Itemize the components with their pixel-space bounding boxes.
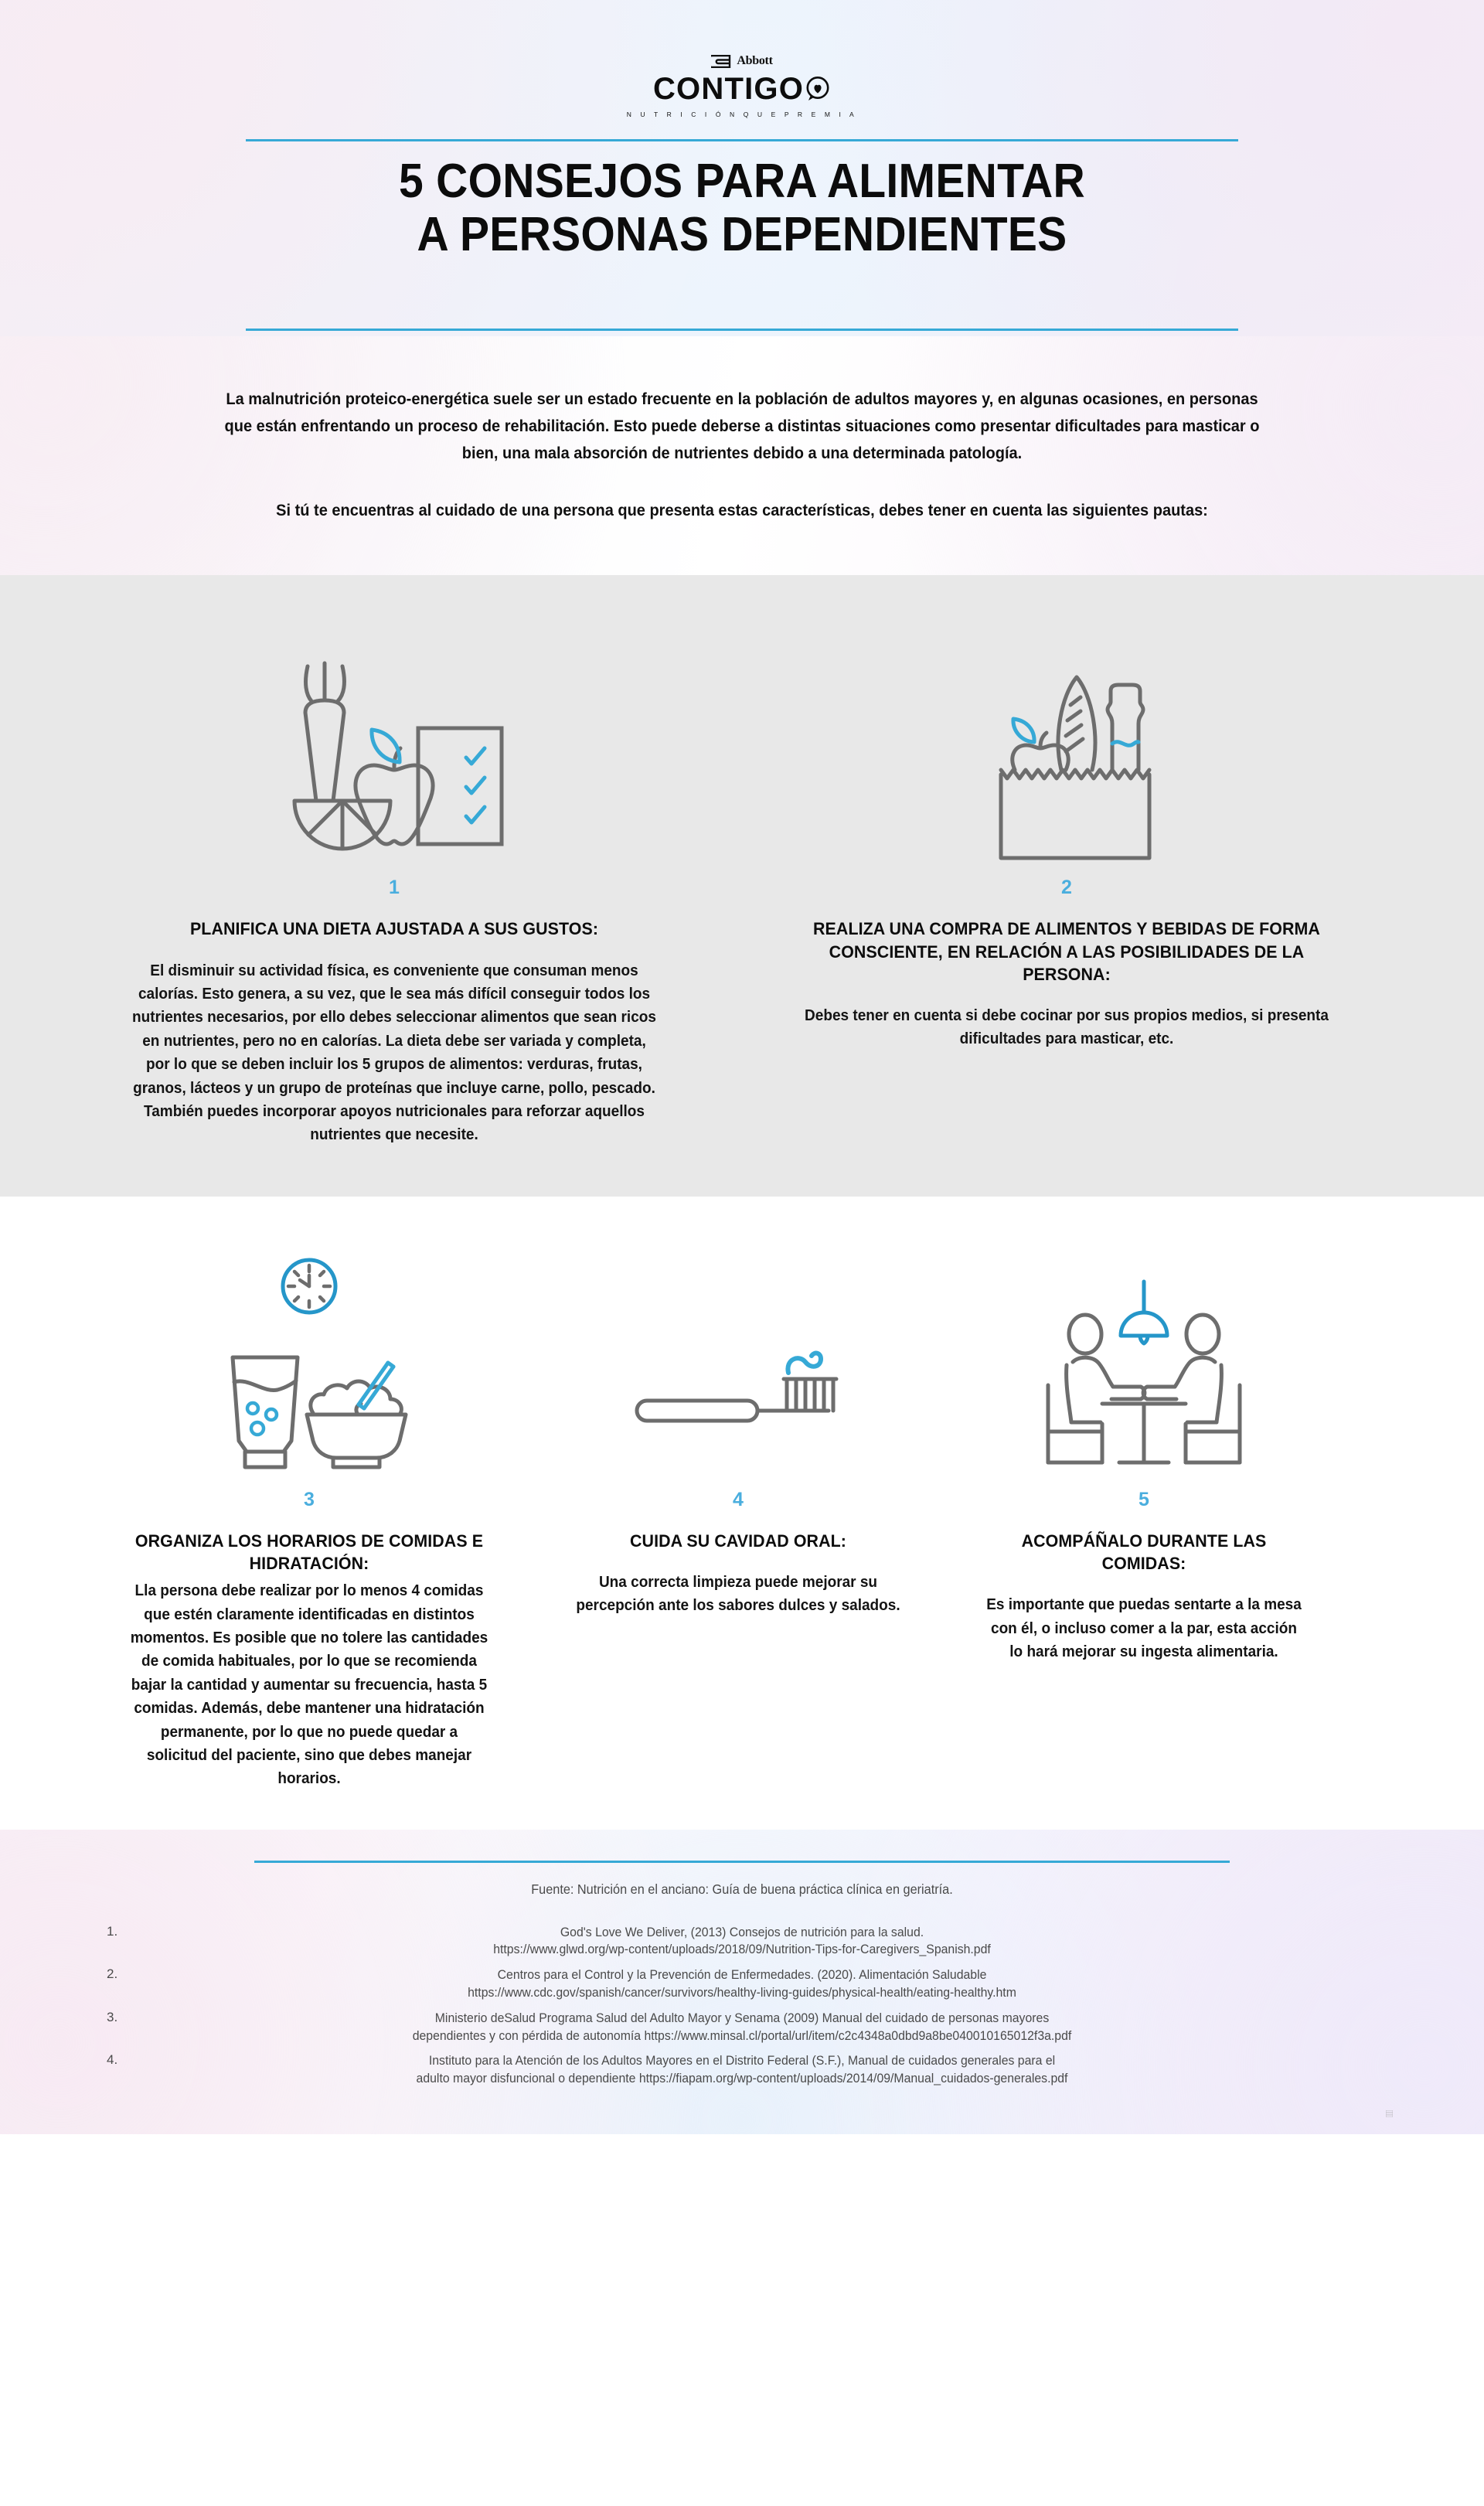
tip-2-body: Debes tener en cuenta si debe cocinar por sus propios medios, si presenta dificultades para masticar, etc.: [805, 1007, 1329, 1048]
grocery-bag-icon: [970, 629, 1163, 861]
person-head-right-icon: [1186, 1315, 1219, 1353]
reference-text: God's Love We Deliver, (2013) Consejos de nutrición para la salud.: [560, 1924, 924, 1939]
apple-leaf-icon: [1013, 719, 1034, 742]
reference-text: Centros para el Control y la Prevención de Enfermedades. (2020). Alimentación Saludable: [497, 1967, 987, 1983]
reference-item: [85, 2010, 1399, 2045]
hanging-lamp-icon: [1121, 1282, 1167, 1343]
reference-text: Instituto para la Atención de los Adultos Mayores en el Distrito Federal (S.F.), Manual de cuidados generales para el: [428, 2053, 1056, 2068]
abbott-a-mark-icon: [711, 55, 731, 68]
person-head-left-icon: [1069, 1315, 1101, 1353]
contigo-wordmark: CONTIGO: [652, 72, 805, 106]
tip-5-number: 5: [1139, 1488, 1149, 1510]
contigo-logo: [653, 73, 831, 104]
checklist-sheet-icon: [418, 728, 502, 844]
divider-rule-top: [246, 139, 1238, 141]
reference-number: 4.: [107, 2052, 118, 2068]
tip-card-1: [108, 621, 680, 1146]
tips-row-bottom: [0, 1197, 1484, 1830]
tip-card-3: [116, 1241, 502, 1791]
brand-logo: [0, 54, 1484, 118]
two-people-at-table-icon: [1028, 1249, 1260, 1473]
tip-4-heading: CUIDA SU CAVIDAD ORAL:: [630, 1530, 846, 1551]
reference-number: 1.: [107, 1923, 118, 1939]
checkmarks-icon: [466, 748, 485, 822]
page-footer: [0, 1830, 1484, 2134]
tip-5-heading: ACOMPÁÑALO DURANTE LAS COMIDAS:: [1021, 1530, 1267, 1573]
abbott-wordmark: Abbott: [737, 54, 773, 67]
brand-tagline: N U T R I C I Ó N Q U E P R E M I A: [626, 111, 858, 118]
tip-1-heading: PLANIFICA UNA DIETA AJUSTADA A SUS GUSTOS:: [189, 919, 599, 939]
tip-1-body: El disminuir su actividad física, es conveniente que consuman menos calorías. Esto genera, a su vez, que le sea más difícil conseguir todos los nutrientes necesarios, por ello debes seleccionar alimentos que sean ricos en nutrientes, pero no en calorías. La dieta debe ser variada y completa, por lo que se deben incluir los 5 grupos de alimentos: verduras, frutas, granos, lácteos y un grupo de proteínas que incluye carne, pollo, pescado. También puedes incorporar apoyos nutricionales para reforzar aquellos nutrientes que necesite.: [132, 962, 656, 1144]
tip-1-number: 1: [389, 877, 400, 899]
reference-item: [85, 1924, 1399, 1960]
source-citation: Fuente: Nutrición en el anciano: Guía de buena práctica clínica en geriatría.: [531, 1881, 953, 1897]
tip-4-number: 4: [733, 1488, 744, 1510]
carrot-apple-checklist-icon: [282, 629, 506, 861]
tips-row-top: [0, 575, 1484, 1196]
abbott-logo: [711, 54, 772, 68]
tip-card-5: [966, 1241, 1322, 1791]
toothpaste-icon: [788, 1353, 821, 1372]
tip-3-number: 3: [304, 1488, 315, 1510]
reference-number: 3.: [107, 2009, 118, 2024]
bubbles-icon: [247, 1403, 277, 1435]
tip-3-icon-container: [197, 1241, 421, 1473]
page-title: [60, 155, 1424, 262]
tip-4-icon-container: [626, 1241, 850, 1473]
page-header: [0, 0, 1484, 336]
tip-card-2: [757, 621, 1376, 1146]
reference-text: Ministerio deSalud Programa Salud del Adulto Mayor y Senama (2009) Manual del cuidado de personas mayores: [434, 2010, 1050, 2025]
toothbrush-icon: [626, 1249, 850, 1473]
corner-marker-icon: [1386, 2110, 1393, 2117]
reference-url[interactable]: https://www.cdc.gov/spanish/cancer/survivors/healthy-living-guides/physical-health/eating-healthy.htm: [468, 1985, 1016, 2000]
food-bowl-icon: [307, 1381, 406, 1467]
page-title-line2: A PERSONAS DEPENDIENTES: [417, 208, 1067, 262]
reference-number: 2.: [107, 1966, 118, 1982]
tip-5-icon-container: [1028, 1241, 1260, 1473]
tip-3-body: Lla persona debe realizar por lo menos 4 comidas que estén claramente identificadas en distintos momentos. Es posible que no tolere las cantidades de comida habituales, por lo que se recomienda bajar la cantidad y aumentar su frecuencia, hasta 5 comidas. Además, debe mantener una hidratación permanente, por lo que no puede quedar a solicitud del paciente, sino que debes manejar horarios.: [130, 1582, 488, 1788]
clock-icon: [283, 1260, 335, 1313]
heart-speech-bubble-icon: [805, 76, 831, 102]
page-title-line1: 5 CONSEJOS PARA ALIMENTAR: [399, 155, 1085, 208]
reference-list: [85, 1924, 1399, 2088]
reference-url[interactable]: https://www.glwd.org/wp-content/uploads/2018/09/Nutrition-Tips-for-Caregivers_Spanish.pdf: [493, 1942, 991, 1957]
reference-url[interactable]: adulto mayor disfuncional o dependiente https://fiapam.org/wp-content/uploads/2014/09/Manual_cuidados-generales.pdf: [416, 2071, 1068, 2086]
tip-3-heading: ORGANIZA LOS HORARIOS DE COMIDAS E HIDRATACIÓN:: [134, 1530, 484, 1573]
water-level-icon: [1112, 742, 1139, 746]
reference-url[interactable]: dependientes y con pérdida de autonomía https://www.minsal.cl/portal/url/item/c2c4348a0dbd9a8be040010165012f3a.pdf: [412, 2028, 1072, 2043]
tip-4-body: Una correcta limpieza puede mejorar su percepción ante los sabores dulces y salados.: [576, 1573, 900, 1615]
tip-2-icon-container: [970, 621, 1163, 861]
tip-1-icon-container: [282, 621, 506, 861]
tip-card-4: [556, 1241, 920, 1791]
intro-section: [0, 336, 1484, 575]
tip-5-body: Es importante que puedas sentarte a la mesa con él, o incluso comer a la par, esta acción lo hará mejorar su ingesta alimentaria.: [986, 1596, 1302, 1660]
intro-paragraph-2: Si tú te encuentras al cuidado de una persona que presenta estas características, debes tener en cuenta las siguientes pautas:: [276, 501, 1208, 520]
tip-2-number: 2: [1061, 877, 1072, 899]
intro-paragraph-1: La malnutrición proteico-energética suele ser un estado frecuente en la población de adultos mayores y, en algunas ocasiones, en personas que están enfrentando un proceso de rehabilitación. Esto puede deberse a distintas situaciones como presentar dificultades para masticar o bien, una mala absorción de nutrientes debido a una determinada patología.: [224, 390, 1260, 462]
tip-2-heading: REALIZA UNA COMPRA DE ALIMENTOS Y BEBIDAS DE FORMA CONSCIENTE, EN RELACIÓN A LAS POSIBILIDADES DE LA PERSONA:: [813, 919, 1320, 984]
glass-bowl-clock-icon: [197, 1249, 421, 1473]
reference-item: [85, 2052, 1399, 2088]
reference-item: [85, 1966, 1399, 2002]
divider-rule-footer: [254, 1861, 1230, 1863]
divider-rule-bottom: [246, 329, 1238, 331]
